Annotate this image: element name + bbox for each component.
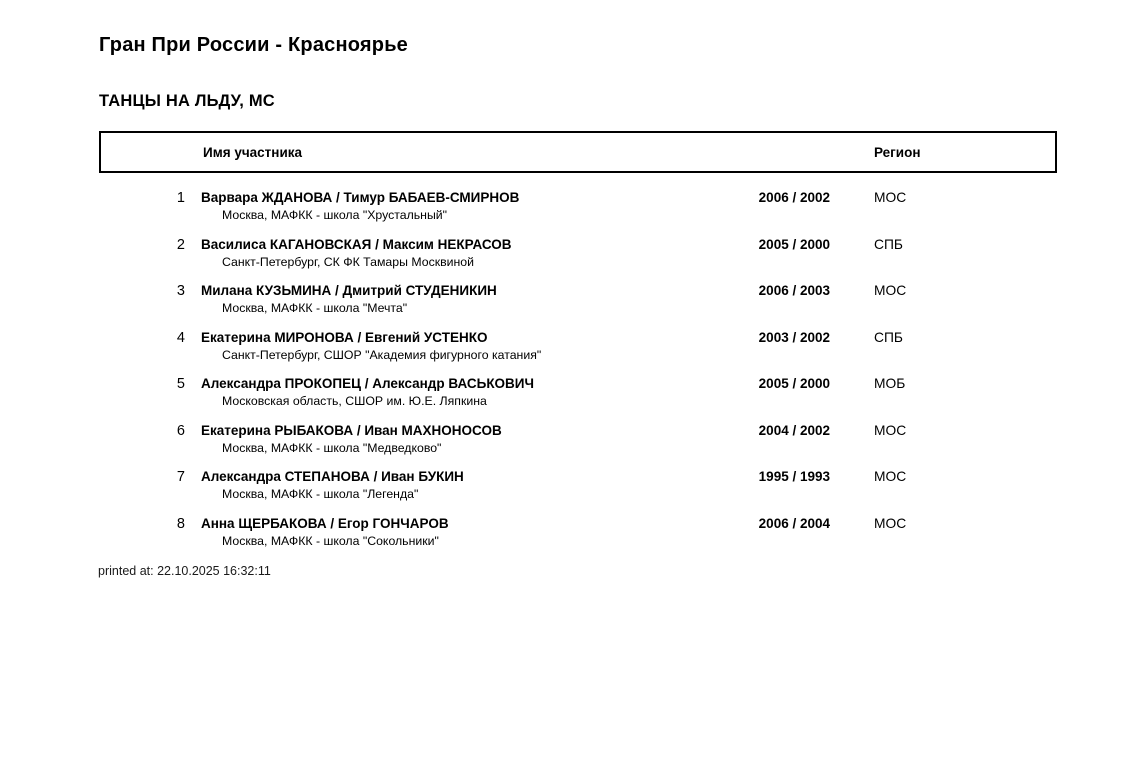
participant-cell [194,375,734,411]
participant-city-club: Москва, МАФКК - школа "Сокольники" [222,533,439,548]
table-row [99,282,1057,318]
participant-names: Варвара ЖДАНОВА / Тимур БАБАЕВ-СМИРНОВ [201,190,520,205]
participant-city-club: Московская область, СШОР им. Ю.Е. Ляпкина [222,394,487,408]
start-number: 3 [176,283,185,299]
region-code: МОС [874,283,907,298]
printed-at-timestamp: printed at: 22.10.2025 16:32:11 [98,564,271,578]
participants-table [99,189,1057,550]
table-row [99,515,1057,551]
participant-names: Екатерина РЫБАКОВА / Иван МАХНОНОСОВ [201,422,502,438]
participant-names: Александра СТЕПАНОВА / Иван БУКИН [201,469,464,484]
table-row [99,422,1057,458]
start-number: 5 [176,376,185,392]
region-code: МОС [874,469,907,484]
participant-city-club: Москва, МАФКК - школа "Хрустальный" [222,208,448,222]
start-number: 4 [176,329,185,346]
participant-city-club: Москва, МАФКК - школа "Легенда" [222,487,419,501]
participant-cell [194,329,734,365]
region-code: МОС [874,515,907,531]
start-number: 6 [176,422,185,439]
participant-city-club: Москва, МАФКК - школа "Мечта" [222,301,408,315]
region-code: МОБ [874,376,906,391]
region-code: СПБ [874,236,903,252]
participant-city-club: Санкт-Петербург, СШОР "Академия фигурного катания" [222,347,542,362]
participant-names: Екатерина МИРОНОВА / Евгений УСТЕНКО [201,329,488,345]
birth-years: 2005 / 2000 [758,376,830,391]
birth-years: 2005 / 2000 [758,236,830,252]
start-number: 1 [176,190,185,206]
region-code: СПБ [874,329,903,345]
start-number: 7 [176,469,185,485]
participant-names: Александра ПРОКОПЕЦ / Александр ВАСЬКОВИЧ [201,376,534,391]
participant-cell [194,282,734,318]
table-row [99,329,1057,365]
category-title: ТАНЦЫ НА ЛЬДУ, МС [99,92,275,110]
table-row [99,189,1057,225]
table-header [99,131,1057,173]
table-row [99,468,1057,504]
birth-years: 2003 / 2002 [758,329,830,345]
page-title: Гран При России - Красноярье [99,34,409,56]
table-row [99,375,1057,411]
region-code: МОС [874,190,907,205]
birth-years: 2006 / 2002 [758,190,830,205]
participant-names: Василиса КАГАНОВСКАЯ / Максим НЕКРАСОВ [201,236,512,252]
table-row [99,236,1057,272]
birth-years: 2006 / 2004 [758,515,830,531]
participant-names: Анна ЩЕРБАКОВА / Егор ГОНЧАРОВ [201,515,449,531]
birth-years: 1995 / 1993 [758,469,830,484]
participant-names: Милана КУЗЬМИНА / Дмитрий СТУДЕНИКИН [201,283,497,298]
participant-cell [194,236,734,272]
start-number: 2 [176,236,185,253]
participant-cell [194,515,734,551]
col-header-region: Регион [874,144,921,160]
participant-cell [194,468,734,504]
birth-years: 2006 / 2003 [758,283,830,298]
participant-city-club: Москва, МАФКК - школа "Медведково" [222,440,442,455]
participant-city-club: Санкт-Петербург, СК ФК Тамары Москвиной [222,254,474,269]
col-header-name: Имя участника [203,144,303,160]
participant-cell [194,422,734,458]
birth-years: 2004 / 2002 [758,422,830,438]
region-code: МОС [874,422,907,438]
start-number: 8 [176,515,185,532]
participant-cell [194,189,734,225]
